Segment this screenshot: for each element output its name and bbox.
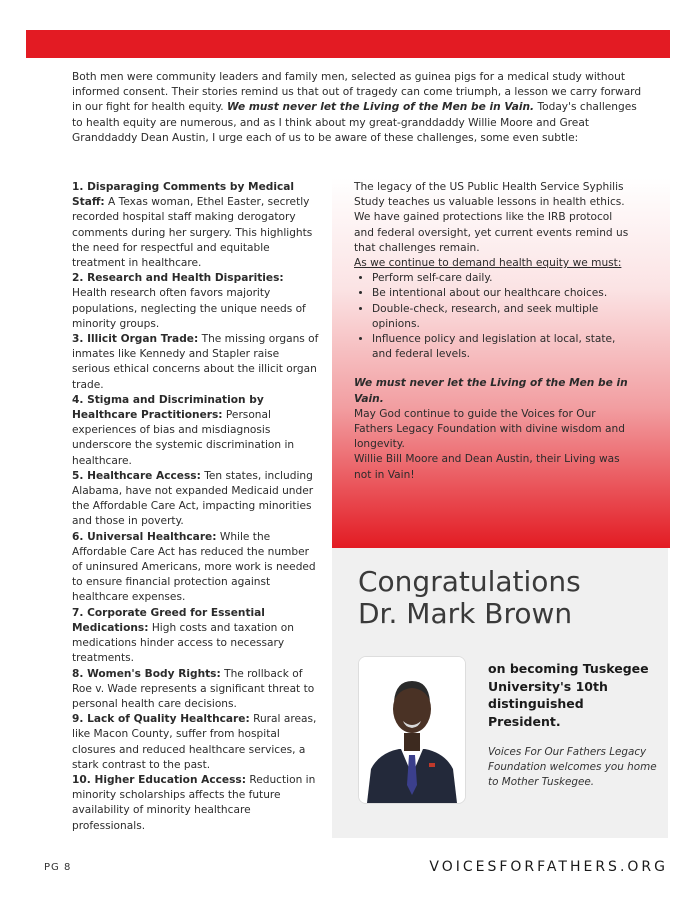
- challenge-text: High costs and taxation on medications hinder access to necessary treatments.: [72, 621, 294, 665]
- challenge-item: [72, 180, 320, 271]
- challenge-heading: 8. Women's Body Rights:: [72, 667, 221, 680]
- action-item: • Be intentional about our healthcare choices.: [372, 286, 634, 301]
- actions-list: [354, 271, 634, 362]
- challenge-text: Health research often favors majority populations, neglecting the unique needs of minority groups.: [72, 287, 306, 330]
- challenge-text: Personal experiences of bias and misdiagnosis underscore the systemic discrimination in healthcare.: [72, 409, 295, 467]
- portrait-illustration: [359, 657, 465, 803]
- congrats-title: [358, 566, 658, 630]
- legacy-paragraph: The legacy of the US Public Health Service Syphilis Study teaches us valuable lessons in health ethics. We have gained protections like the IRB protocol and federal oversight, yet current events remind us that challenges remain.: [354, 181, 629, 254]
- challenge-heading: 1. Disparaging Comments by Medical Staff:: [72, 181, 295, 209]
- challenge-text: While the Affordable Care Act has reduced the number of uninsured Americans, more work is needed to ensure financial protection against healthcare expenses.: [72, 530, 316, 604]
- challenge-item: [72, 271, 320, 332]
- challenge-heading: 4. Stigma and Discrimination by Healthcare Practitioners:: [72, 393, 264, 422]
- intro-text-continued: Today's challenges to health equity are numerous, and as I think about my great-granddaddy Willie Moore and Great Granddaddy Dean Austin, I urge each of us to be aware of these challenges, some even subtle:: [72, 101, 637, 144]
- challenge-text: Ten states, including Alabama, have not expanded Medicaid under the Affordable Care Act, impacting minorities and those in poverty.: [72, 469, 314, 528]
- action-item: • Perform self-care daily.: [372, 271, 634, 286]
- challenge-item: [72, 469, 320, 530]
- website-url: VOICESFORFATHERS.ORG: [429, 859, 668, 875]
- intro-paragraph: [72, 70, 642, 146]
- congrats-title-line1: Congratulations: [358, 565, 581, 598]
- challenge-heading: 6. Universal Healthcare:: [72, 530, 217, 543]
- legacy-closing: Willie Bill Moore and Dean Austin, their Living was not in Vain!: [354, 453, 620, 481]
- challenge-heading: 9. Lack of Quality Healthcare:: [72, 713, 250, 726]
- welcome-text: Voices For Our Fathers Legacy Foundation welcomes you home to Mother Tuskegee.: [488, 746, 657, 788]
- challenge-text: The missing organs of inmates like Kennedy and Stapler raise serious ethical concerns about the illicit organ trade.: [72, 333, 319, 391]
- legacy-emphasis: We must never let the Living of the Men be in Vain.: [354, 377, 628, 405]
- challenge-heading: 3. Illicit Organ Trade:: [72, 333, 199, 346]
- action-item: • Double-check, research, and seek multiple opinions.: [372, 302, 634, 332]
- challenge-heading: 2. Research and Health Disparities:: [72, 272, 284, 285]
- page-number: PG 8: [44, 862, 72, 873]
- action-item: • Influence policy and legislation at local, state, and federal levels.: [372, 332, 634, 362]
- portrait-photo: [358, 656, 466, 804]
- challenge-text: Rural areas, like Macon County, suffer from hospital closures and reduced healthcare services, a stark contrast to the past.: [72, 713, 317, 771]
- top-red-banner: [26, 30, 670, 58]
- challenge-heading: 10. Higher Education Access:: [72, 773, 246, 786]
- legacy-section: [354, 180, 634, 483]
- challenge-item: [72, 530, 320, 606]
- challenge-item: [72, 712, 320, 773]
- congrats-title-line2: Dr. Mark Brown: [358, 597, 573, 630]
- challenge-text: The rollback of Roe v. Wade represents a significant threat to personal health care decisions.: [72, 667, 315, 710]
- actions-intro: As we continue to demand health equity we must:: [354, 257, 622, 270]
- challenges-list: [72, 180, 320, 834]
- challenge-item: [72, 332, 320, 393]
- challenge-text: A Texas woman, Ethel Easter, secretly recorded hospital staff making derogatory comments during her surgery. This highlights the need for respectful and equitable treatment in healthcare.: [72, 196, 313, 270]
- legacy-blessing: May God continue to guide the Voices for Our Fathers Legacy Foundation with divine wisdom and longevity.: [354, 407, 625, 451]
- challenge-item: [72, 773, 320, 834]
- challenge-item: [72, 606, 320, 667]
- intro-text: Both men were community leaders and family men, selected as guinea pigs for a medical study without informed consent. Their stories remind us that out of tragedy can come triumph, a lesson we carry forward in our fight for health equity.: [72, 71, 642, 114]
- challenge-text: Reduction in minority scholarships affects the future availability of minority healthcare professionals.: [72, 773, 316, 832]
- announcement-text: on becoming Tuskegee University's 10th distinguished President.: [488, 661, 649, 729]
- challenge-item: [72, 393, 320, 469]
- challenge-heading: 7. Corporate Greed for Essential Medications:: [72, 606, 265, 634]
- challenge-item: [72, 667, 320, 713]
- challenge-heading: 5. Healthcare Access:: [72, 469, 201, 482]
- intro-emphasis: We must never let the Living of the Men be in Vain.: [226, 101, 535, 114]
